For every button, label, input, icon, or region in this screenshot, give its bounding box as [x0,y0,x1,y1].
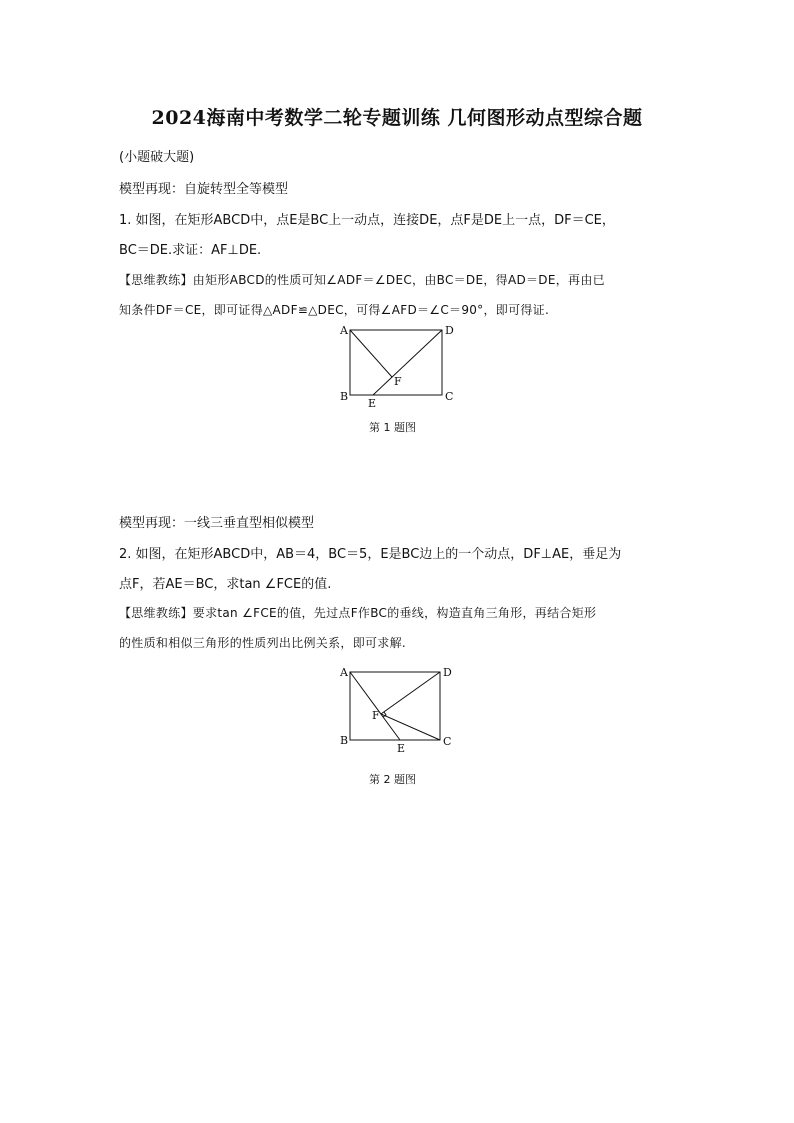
label-d-2: D [443,666,452,679]
model-heading-2: 模型再现：一线三垂直型相似模型 [119,516,315,531]
label-e-2: E [397,742,406,755]
subtitle: (小题破大题) [119,150,195,165]
caption-figure-2: 第 2 题图 [369,773,416,786]
label-f-1: F [394,375,402,388]
label-e-1: E [368,397,377,410]
page-title: 2024海南中考数学二轮专题训练 几何图形动点型综合题 [151,107,643,129]
problem-2-line-2: 点F，若AE＝BC，求tan ∠FCE的值. [119,577,332,592]
label-c-1: C [445,390,454,403]
caption-figure-1: 第 1 题图 [369,421,416,434]
label-b-2: B [340,734,349,747]
label-f-2: F [372,709,380,722]
problem-2-line-1: 2. 如图，在矩形ABCD中，AB＝4，BC＝5，E是BC边上的一个动点，DF⊥AE，垂足为 [119,547,622,562]
label-a-2: A [340,666,348,679]
hint-2-line-1: 【思维教练】要求tan ∠FCE的值，先过点F作BC的垂线，构造直角三角形，再结合矩形 [119,606,597,620]
problem-1-line-2: BC＝DE.求证：AF⊥DE. [119,243,262,258]
label-b-1: B [340,390,349,403]
hint-1-line-1: 【思维教练】由矩形ABCD的性质可知∠ADF＝∠DEC，由BC＝DE，得AD＝DE，再由已 [119,273,605,287]
figure-2-lines [350,672,440,740]
label-d-1: D [445,324,454,337]
segment-df-2 [381,672,440,714]
label-a-1: A [340,324,348,337]
hint-1-line-2: 知条件DF＝CE，即可证得△ADF≌△DEC，可得∠AFD＝∠C＝90°，即可得证. [119,303,550,317]
hint-2-line-2: 的性质和相似三角形的性质列出比例关系，即可求解. [119,636,407,650]
label-c-2: C [443,735,452,748]
problem-1-line-1: 1. 如图，在矩形ABCD中，点E是BC上一动点，连接DE，点F是DE上一点，DF＝CE， [119,213,615,228]
model-heading-1: 模型再现：自旋转型全等模型 [119,182,289,197]
